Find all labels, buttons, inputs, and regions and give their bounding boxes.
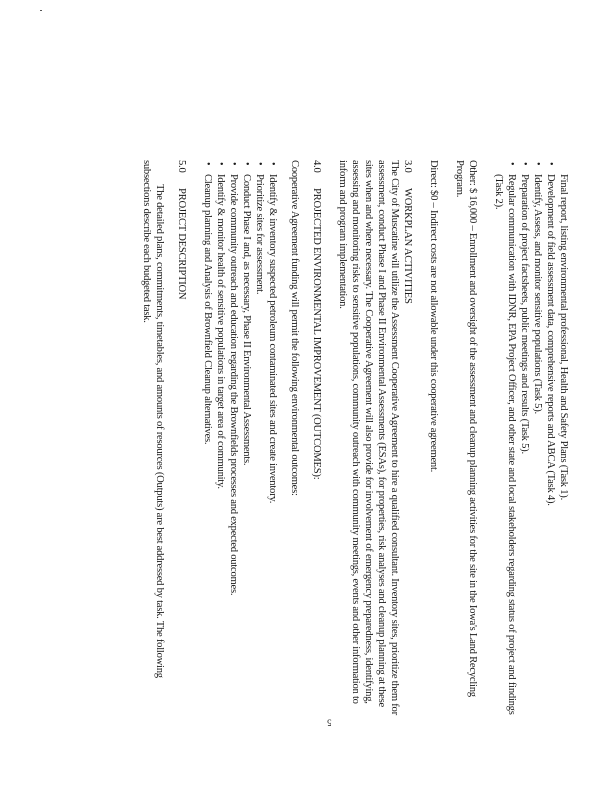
- section-number: 3.0: [402, 160, 413, 173]
- page-number: 5: [327, 717, 332, 728]
- section-title: PROJECT DESCRIPTION: [176, 188, 187, 300]
- list-item: • Conduct Phase I and, as necessary, Phase II Environmental Assessments.: [240, 160, 253, 720]
- list-item: • Provide community outreach and education regarding the Brownfields processes and expected outcomes.: [227, 160, 240, 720]
- section-4-intro: Cooperative Agreement funding will permit the following environmental outcomes:: [289, 160, 300, 496]
- other-cost-paragraph: Other: $ 16,000 – Enrollment and oversight of the assessment and cleanup planning activities for the site in the Iowa's Land Recycling Program.: [454, 160, 478, 697]
- section-3-heading: [401, 160, 414, 720]
- section-4-heading: [310, 160, 323, 720]
- list-item: • Prioritize sites for assessment.: [253, 160, 266, 720]
- list-item: • Identify, Assess, and monitor sensitive populations (Task 5).: [531, 160, 544, 720]
- top-line: Final report, listing environmental professional, Health and Safety Plans (Task 1).: [558, 174, 569, 500]
- document-body: [120, 160, 570, 728]
- list-item: • Development of field assessment data, comprehensive reports and ABCA (Task 4).: [544, 160, 557, 720]
- list-item: • Identify & inventory suspected petroleum contaminated sites and create inventory.: [266, 160, 279, 720]
- list-item: • Cleanup planning and Analysis of Brownfield Cleanup alternatives.: [201, 160, 214, 720]
- list-item: • Regular communication with IDNR, EPA Project Officer, and other state and local stakeholders regarding status of project and findings (Task 2).: [492, 160, 518, 720]
- scan-mark: [40, 10, 42, 11]
- list-item: • Preparation of project factsheets, public meetings and results (Task 5).: [518, 160, 531, 720]
- section-number: 5.0: [176, 160, 187, 173]
- section-5-body: The detailed plans, commitments, timetables, and amounts of resources (Outputs) are best addressed by task. The following subsections describe each budgeted task.: [141, 160, 165, 678]
- top-bullet-list: [492, 160, 557, 720]
- section-title: PROJECTED ENVIRONMENTAL IMPROVEMENT (OUTCOMES):: [311, 188, 322, 480]
- section-title: WORKPLAN ACTIVITIES: [402, 188, 413, 304]
- outcome-list: [201, 160, 279, 720]
- section-3-body: The City of Muscatine will utilize the Assessment Cooperative Agreement to hire a qualified consultant. Inventory sites, prioritize them for assessment, conduct Phase I and Phase II Environmental Assessments (ESAs), for properties, risk analyses and cleanup planning at these sites when and where necessary. The Cooperative Agreement will also provide for involvement of emergency preparedness, identifying, assessing and monitoring risks to sensitive populations, community outreach with community meetings, events and other information to inform and program implementation.: [337, 160, 400, 715]
- section-number: 4.0: [311, 160, 322, 173]
- section-5-heading: [175, 160, 188, 720]
- list-item: • Identify & monitor health of sensitive populations in target area of community.: [214, 160, 227, 720]
- direct-cost-paragraph: Direct: $0 – Indirect costs are not allowable under this cooperative agreement.: [428, 160, 439, 473]
